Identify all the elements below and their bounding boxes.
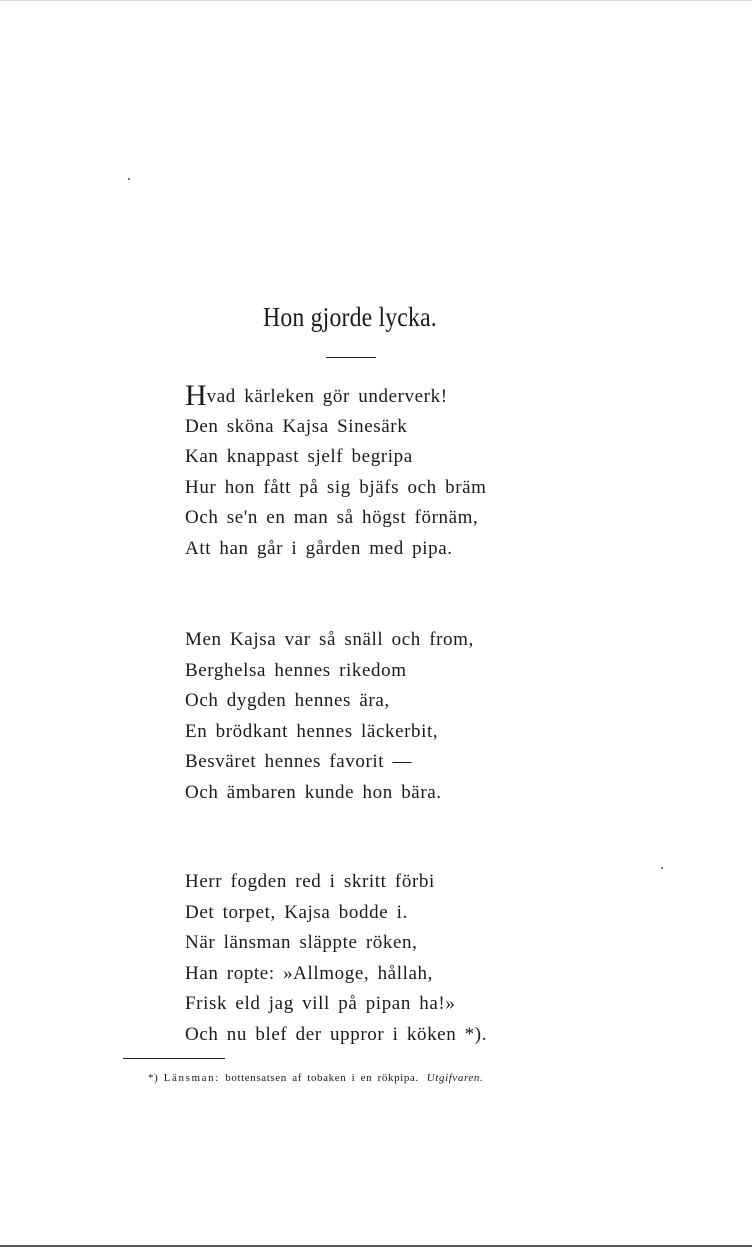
title-rule <box>326 357 376 358</box>
drop-initial: H <box>185 379 207 412</box>
stanza-2 <box>185 625 474 808</box>
poem-line: Och se'n en man så högst förnäm, <box>185 507 479 528</box>
poem-line: Och ämbaren kunde hon bära. <box>185 781 442 803</box>
print-speck <box>661 867 663 869</box>
poem-line: Och nu blef der uppror i köken *). <box>185 1023 488 1045</box>
stanza-1 <box>185 381 487 564</box>
stanza-3 <box>185 867 487 1050</box>
footnote <box>148 1072 483 1084</box>
poem-line: Kan knappast sjelf begripa <box>185 446 413 467</box>
footnote-text: bottensatsen af tobaken i en rökpipa. <box>225 1072 419 1084</box>
footnote-credit: Utgifvaren. <box>426 1072 484 1084</box>
poem-line: Frisk eld jag vill på pipan ha!» <box>185 993 456 1014</box>
poem-title: Hon gjorde lycka. <box>263 302 437 332</box>
print-speck <box>128 178 130 180</box>
poem-line: Besväret hennes favorit — <box>185 751 413 772</box>
footnote-rule <box>123 1058 225 1059</box>
poem-line: Hur hon fått på sig bjäfs och bräm <box>185 476 487 498</box>
page-bottom-edge <box>0 1245 752 1247</box>
footnote-term: Länsman: <box>163 1072 220 1084</box>
page-top-edge <box>0 0 752 1</box>
poem-line: När länsman släppte röken, <box>185 932 418 953</box>
footnote-marker: *) <box>148 1072 159 1084</box>
poem-line: Hvad kärleken gör underverk! <box>185 379 448 412</box>
poem-line: En brödkant hennes läckerbit, <box>185 720 439 742</box>
poem-line: Och dygden hennes ära, <box>185 690 390 711</box>
poem-line: Den sköna Kajsa Sinesärk <box>185 415 408 437</box>
poem-line: Herr fogden red i skritt förbi <box>185 871 435 892</box>
poem-line: Han ropte: »Allmoge, hållah, <box>185 962 433 984</box>
poem-line: Att han går i gården med pipa. <box>185 537 453 559</box>
poem-line: Det torpet, Kajsa bodde i. <box>185 901 408 923</box>
poem-line: Berghelsa hennes rikedom <box>185 659 407 681</box>
poem-line: Men Kajsa var så snäll och from, <box>185 629 474 650</box>
